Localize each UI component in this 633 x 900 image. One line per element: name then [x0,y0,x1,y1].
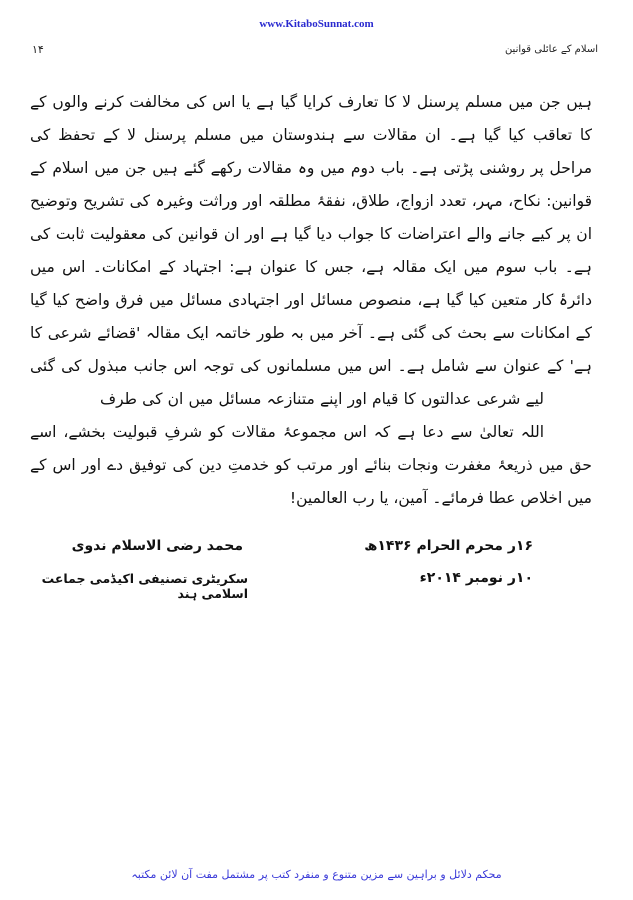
text-line: میں اخلاص عطا فرمائے۔ آمین، یا رب العالمین! [289,489,592,507]
text-line: ہے۔ باب سوم میں ایک مقالہ ہے، جس کا عنوان ہے: اجتہاد کے امکانات۔ اس میں [30,258,592,276]
site-url-link[interactable]: www.KitaboSunnat.com [259,18,374,30]
text-line: ہے' کے عنوان سے شامل ہے۔ اس میں مسلمانوں کی توجہ اس جانب مبذول کی گئی [30,357,592,375]
text-line: حق میں ذریعۂ مغفرت ونجات بنائے اور مرتب کو خدمتِ دین کی توفیق دے اور اس کے [30,456,592,474]
page-number: ۱۴ [32,43,44,56]
running-title: اسلام کے عائلی قوانین [504,44,598,55]
text-line: مراحل پر روشنی پڑتی ہے۔ باب دوم میں وہ مقالات رکھے گئے ہیں جن میں اسلام کے [30,159,592,177]
text-line: کا تعاقب کیا گیا ہے۔ ان مقالات سے ہندوستان میں مسلم پرسنل لا کے تحفظ کی [30,126,592,144]
text-line: کے امکانات سے بحث کی گئی ہے۔ آخر میں بہ طور خاتمہ ایک مقالہ 'قضائے شرعی کا [30,324,592,342]
text-line: ہیں جن میں مسلم پرسنل لا کا تعارف کرایا گیا ہے یا اس کی مخالفت کرنے والوں کے [30,93,592,111]
text-line: ان پر کیے جانے والے اعتراضات کا جواب دیا گیا ہے اور ان قوانین کی معقولیت ثابت کی [30,225,592,243]
author-name: محمد رضی الاسلام ندوی [71,538,243,554]
text-line: دائرۂ کار متعین کیا گیا ہے، منصوص مسائل اور اجتہادی مسائل میں فرق واضح کیا گیا [30,291,592,309]
footer-tagline: محکم دلائل و براہین سے مزین متنوع و منفرد کتب پر مشتمل مفت آن لائن مکتبہ [131,868,502,881]
body-text [30,86,592,515]
text-line: قوانین: نکاح، مہر، تعدد ازواج، طلاق، نفقۂ مطلقہ اور وراثت وغیرہ کی تشریح وتوضیح [30,192,592,210]
date-hijri: ۱۶ر محرم الحرام ۱۴۳۶ھ [364,538,533,554]
date-gregorian: ۱۰ر نومبر ۲۰۱۴ء [419,570,533,586]
text-line: اللہ تعالیٰ سے دعا ہے کہ اس مجموعۂ مقالات کو شرفِ قبولیت بخشے، اسے [30,423,544,441]
text-line: لیے شرعی عدالتوں کا قیام اور اپنے متنازعہ مسائل میں ان کی طرف [100,390,544,408]
author-designation: سکریٹری تصنیفی اکیڈمی جماعت اسلامی ہند [41,571,248,601]
